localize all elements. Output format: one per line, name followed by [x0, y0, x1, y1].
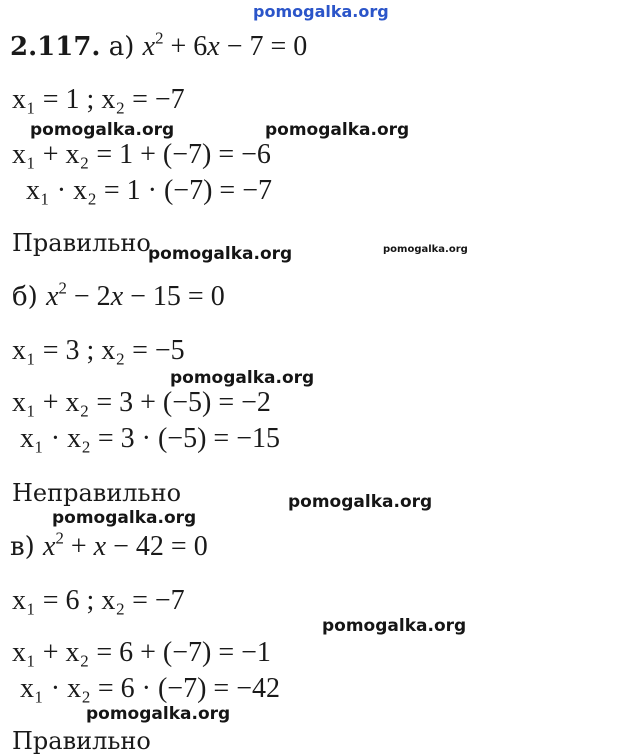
equation-b: $x^2 - 2x - 15 = 0$ — [46, 278, 225, 312]
watermark: pomogalka.org — [148, 244, 293, 264]
watermark: pomogalka.org — [288, 492, 433, 512]
watermark-top: pomogalka.org — [253, 2, 389, 21]
part-label-c: в) — [10, 532, 35, 562]
product-a: x₁ · x₂ = 1 · (−7) = −7 — [26, 175, 272, 206]
product-c: x₁ · x₂ = 6 · (−7) = −42 — [20, 673, 280, 704]
sum-a: x₁ + x₂ = 1 + (−7) = −6 — [12, 139, 271, 170]
problem-number: 2.117. — [10, 32, 101, 62]
watermark: pomogalka.org — [170, 368, 315, 388]
problem-header-a — [10, 28, 308, 62]
equation-a: $x^2 + 6x - 7 = 0$ — [142, 28, 308, 62]
verdict-c: Правильно — [12, 727, 151, 755]
problem-header-c — [10, 528, 208, 562]
watermark: pomogalka.org — [265, 120, 410, 140]
roots-c: x₁ = 6 ; x₂ = −7 — [12, 585, 185, 616]
watermark: pomogalka.org — [86, 704, 231, 724]
problem-header-b — [12, 278, 225, 312]
roots-b: x₁ = 3 ; x₂ = −5 — [12, 335, 185, 366]
roots-a: x₁ = 1 ; x₂ = −7 — [12, 84, 185, 115]
watermark: pomogalka.org — [52, 508, 197, 528]
watermark: pomogalka.org — [30, 120, 175, 140]
verdict-a: Правильно — [12, 229, 151, 257]
part-label-a: а) — [108, 32, 135, 62]
verdict-b: Неправильно — [12, 479, 182, 507]
watermark: pomogalka.org — [322, 616, 467, 636]
equation-c: $x^2 + x - 42 = 0$ — [43, 528, 208, 562]
watermark-small: pomogalka.org — [383, 244, 468, 255]
sum-c: x₁ + x₂ = 6 + (−7) = −1 — [12, 637, 271, 668]
part-label-b: б) — [12, 282, 38, 312]
product-b: x₁ · x₂ = 3 · (−5) = −15 — [20, 423, 280, 454]
sum-b: x₁ + x₂ = 3 + (−5) = −2 — [12, 387, 271, 418]
